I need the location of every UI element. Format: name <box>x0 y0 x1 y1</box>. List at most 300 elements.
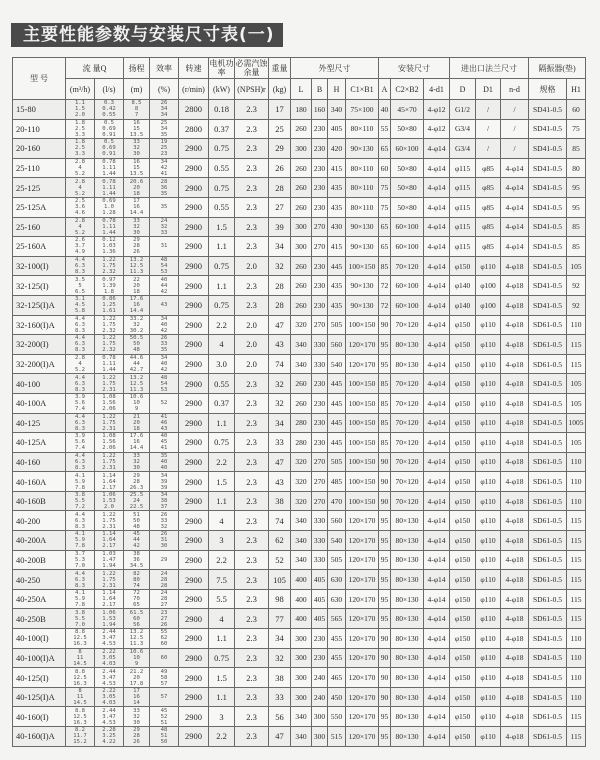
cell-flow-m3h: 8 11 14.5 <box>66 687 95 707</box>
cell-n-d: 4-φ18 <box>501 491 529 511</box>
cell-C1xB1: 120×170 <box>346 550 379 570</box>
cell-head: 10.6 10 9 <box>124 393 150 413</box>
cell-flow-m3h: 4.1 5.9 7.8 <box>66 589 95 609</box>
cell-L: 280 <box>291 433 312 453</box>
cell-efficiency: 26 33 35 <box>150 335 179 355</box>
cell-weight: 47 <box>269 315 291 335</box>
cell-head: 33 32 30 <box>124 217 150 237</box>
cell-head: 22 20 18 <box>124 276 150 296</box>
cell-C1xB1: 90×130 <box>346 139 379 159</box>
cell-H1: 110 <box>567 491 586 511</box>
cell-weight: 38 <box>269 491 291 511</box>
cell-D1: φ110 <box>476 413 501 433</box>
cell-speed: 2900 <box>179 256 209 276</box>
cell-n-d: 4-φ18 <box>501 433 529 453</box>
cell-efficiency: 52 <box>150 393 179 413</box>
cell-flow-ls: 0.78 1.11 1.44 <box>95 217 124 237</box>
cell-C1xB1: 120×170 <box>346 354 379 374</box>
cell-flow-m3h: 1.1 1.5 2.0 <box>66 100 95 120</box>
cell-4-d1: 4-φ14 <box>424 707 450 727</box>
cell-4-d1: 4-φ12 <box>424 100 450 120</box>
cell-C1xB1: 120×170 <box>346 335 379 355</box>
table-row <box>13 315 586 335</box>
cell-power: 0.37 <box>209 393 235 413</box>
cell-power: 2.2 <box>209 727 235 747</box>
cell-4-d1: 4-φ14 <box>424 687 450 707</box>
cell-A: 60 <box>379 158 391 178</box>
cell-head: 29 28 26 <box>124 237 150 257</box>
cell-flow-ls: 1.06 1.53 2.0 <box>95 491 124 511</box>
cell-speed: 2900 <box>179 707 209 727</box>
cell-flow-m3h: 3.8 5.5 7.2 <box>66 491 95 511</box>
cell-flow-m3h: 3.5 5 6.5 <box>66 276 95 296</box>
cell-power: 0.55 <box>209 374 235 394</box>
cell-D: φ150 <box>450 472 476 492</box>
cell-A: 85 <box>379 374 391 394</box>
table-row <box>13 550 586 570</box>
cell-D: φ150 <box>450 511 476 531</box>
cell-4-d1: 4-φ14 <box>424 531 450 551</box>
cell-isolator-spec: SD41-0.5 <box>529 139 567 159</box>
cell-speed: 2900 <box>179 727 209 747</box>
cell-C2xB2: 70×120 <box>391 472 424 492</box>
cell-C2xB2: 80×130 <box>391 511 424 531</box>
cell-D1: φ110 <box>476 491 501 511</box>
cell-4-d1: 4-φ14 <box>424 315 450 335</box>
cell-H: 445 <box>328 413 346 433</box>
cell-4-d1: 4-φ14 <box>424 570 450 590</box>
cell-npsh: 2.3 <box>235 452 269 472</box>
cell-A: 95 <box>379 609 391 629</box>
cell-weight: 32 <box>269 393 291 413</box>
cell-H: 435 <box>328 178 346 198</box>
cell-flow-ls: 1.03 1.47 1.94 <box>95 550 124 570</box>
cell-flow-ls: 2.44 3.47 4.53 <box>95 707 124 727</box>
cell-C2xB2: 80×130 <box>391 335 424 355</box>
cell-isolator-spec: SD41-0.5 <box>529 197 567 217</box>
cell-C1xB1: 75×100 <box>346 100 379 120</box>
cell-C2xB2: 50×80 <box>391 119 424 139</box>
cell-head: 16 15 13.5 <box>124 119 150 139</box>
cell-D1: φ110 <box>476 570 501 590</box>
cell-flow-m3h: 2.8 4 5.2 <box>66 158 95 178</box>
cell-flow-ls: 0.78 1.11 1.44 <box>95 178 124 198</box>
cell-H1: 105 <box>567 393 586 413</box>
cell-D1: φ100 <box>476 295 501 315</box>
table-row <box>13 589 586 609</box>
cell-C1xB1: 100×150 <box>346 256 379 276</box>
cell-speed: 2900 <box>179 276 209 296</box>
cell-isolator-spec: SD61-0.5 <box>529 609 567 629</box>
unit-C2xB2: C2×B2 <box>391 79 424 100</box>
cell-B: 160 <box>312 100 328 120</box>
cell-D: φ150 <box>450 354 476 374</box>
cell-B: 300 <box>312 707 328 727</box>
unit-power: (kW) <box>209 79 235 100</box>
table-row <box>13 276 586 296</box>
cell-weight: 29 <box>269 139 291 159</box>
cell-npsh: 2.3 <box>235 374 269 394</box>
cell-n-d: 4-φ18 <box>501 276 529 296</box>
cell-4-d1: 4-φ14 <box>424 491 450 511</box>
cell-B: 405 <box>312 570 328 590</box>
cell-B: 330 <box>312 511 328 531</box>
table-row <box>13 707 586 727</box>
cell-weight: 47 <box>269 727 291 747</box>
cell-power: 4 <box>209 335 235 355</box>
cell-D1: φ110 <box>476 315 501 335</box>
cell-weight: 32 <box>269 256 291 276</box>
cell-isolator-spec: SD61-0.5 <box>529 472 567 492</box>
cell-4-d1: 4-φ14 <box>424 178 450 198</box>
cell-flow-ls: 1.14 1.64 2.17 <box>95 531 124 551</box>
cell-power: 0.55 <box>209 197 235 217</box>
cell-power: 0.75 <box>209 178 235 198</box>
cell-L: 260 <box>291 276 312 296</box>
cell-C1xB1: 90×130 <box>346 237 379 257</box>
cell-power: 1.1 <box>209 413 235 433</box>
cell-H: 415 <box>328 237 346 257</box>
cell-npsh: 2.3 <box>235 570 269 590</box>
unit-flow-ls: (l/s) <box>95 79 124 100</box>
cell-H: 465 <box>328 668 346 688</box>
cell-flow-ls: 1.22 1.75 2.32 <box>95 256 124 276</box>
cell-C1xB1: 120×170 <box>346 511 379 531</box>
cell-A: 65 <box>379 139 391 159</box>
cell-head: 13.2 12.5 11.3 <box>124 256 150 276</box>
cell-efficiency: 35 40 40 <box>150 452 179 472</box>
cell-n-d: 4-φ18 <box>501 256 529 276</box>
cell-speed: 2900 <box>179 531 209 551</box>
cell-weight: 56 <box>269 707 291 727</box>
cell-head: 33 32 30 <box>124 139 150 159</box>
cell-flow-ls: 0.3 0.42 0.55 <box>95 100 124 120</box>
cell-weight: 28 <box>269 295 291 315</box>
cell-C2xB2: 80×130 <box>391 609 424 629</box>
cell-D: φ150 <box>450 589 476 609</box>
cell-npsh: 2.3 <box>235 629 269 649</box>
unit-efficiency: (%) <box>150 79 179 100</box>
cell-D: φ150 <box>450 256 476 276</box>
cell-D: φ150 <box>450 433 476 453</box>
cell-flow-m3h: 4.4 6.3 8.3 <box>66 452 95 472</box>
cell-B: 230 <box>312 158 328 178</box>
cell-C1xB1: 100×150 <box>346 433 379 453</box>
cell-model: 40-160(I)A <box>13 727 66 747</box>
cell-efficiency: 26 34 34 <box>150 100 179 120</box>
cell-flow-ls: 0.5 0.69 0.91 <box>95 119 124 139</box>
cell-power: 2.2 <box>209 315 235 335</box>
cell-D1: φ110 <box>476 433 501 453</box>
cell-flow-m3h: 8 11 14.5 <box>66 648 95 668</box>
cell-flow-ls: 0.86 1.25 1.61 <box>95 295 124 315</box>
cell-flow-ls: 0.97 1.39 1.8 <box>95 276 124 296</box>
unit-isolator-spec: 规格 <box>529 79 567 100</box>
cell-flow-m3h: 4.1 5.9 7.8 <box>66 531 95 551</box>
cell-4-d1: 4-φ12 <box>424 119 450 139</box>
cell-speed: 2900 <box>179 374 209 394</box>
cell-H1: 92 <box>567 295 586 315</box>
cell-C2xB2: 50×80 <box>391 158 424 178</box>
cell-D: φ150 <box>450 687 476 707</box>
cell-L: 340 <box>291 335 312 355</box>
header-model: 型 号 <box>13 58 66 100</box>
cell-weight: 32 <box>269 374 291 394</box>
cell-weight: 39 <box>269 217 291 237</box>
cell-B: 270 <box>312 217 328 237</box>
cell-npsh: 2.3 <box>235 237 269 257</box>
cell-L: 300 <box>291 687 312 707</box>
cell-head: 33 32 30 <box>124 452 150 472</box>
unit-head: (m) <box>124 79 150 100</box>
cell-model: 40-200 <box>13 511 66 531</box>
unit-D: D <box>450 79 476 100</box>
cell-isolator-spec: SD41-0.5 <box>529 256 567 276</box>
cell-head: 33 32 30 <box>124 707 150 727</box>
cell-B: 405 <box>312 589 328 609</box>
cell-L: 300 <box>291 139 312 159</box>
cell-efficiency: 34 39 39 <box>150 472 179 492</box>
cell-head: 33.2 32 30.2 <box>124 315 150 335</box>
cell-n-d: 4-φ18 <box>501 472 529 492</box>
cell-weight: 25 <box>269 119 291 139</box>
cell-H1: 105 <box>567 374 586 394</box>
cell-B: 270 <box>312 237 328 257</box>
cell-A: 90 <box>379 629 391 649</box>
cell-efficiency: 29 <box>150 550 179 570</box>
cell-C1xB1: 80×110 <box>346 158 379 178</box>
cell-A: 95 <box>379 550 391 570</box>
cell-C2xB2: 70×120 <box>391 256 424 276</box>
cell-efficiency: 25 34 35 <box>150 119 179 139</box>
cell-4-d1: 4-φ14 <box>424 139 450 159</box>
cell-B: 230 <box>312 629 328 649</box>
cell-H1: 115 <box>567 589 586 609</box>
cell-power: 1.1 <box>209 491 235 511</box>
cell-B: 240 <box>312 687 328 707</box>
cell-D: φ140 <box>450 276 476 296</box>
cell-H: 435 <box>328 197 346 217</box>
cell-weight: 32 <box>269 648 291 668</box>
cell-H: 540 <box>328 531 346 551</box>
cell-D1: φ85 <box>476 237 501 257</box>
cell-head: 17 16 14 <box>124 687 150 707</box>
cell-C1xB1: 100×150 <box>346 452 379 472</box>
cell-A: 90 <box>379 452 391 472</box>
cell-H1: 115 <box>567 335 586 355</box>
cell-H: 420 <box>328 139 346 159</box>
cell-flow-ls: 1.22 1.75 2.31 <box>95 413 124 433</box>
cell-D: φ150 <box>450 707 476 727</box>
cell-D1: φ110 <box>476 335 501 355</box>
header-outline: 外型尺寸 <box>291 58 379 79</box>
cell-model: 40-125(I)A <box>13 687 66 707</box>
cell-L: 340 <box>291 354 312 374</box>
cell-4-d1: 4-φ14 <box>424 256 450 276</box>
cell-B: 230 <box>312 276 328 296</box>
cell-D: φ150 <box>450 531 476 551</box>
cell-4-d1: 4-φ14 <box>424 589 450 609</box>
cell-isolator-spec: SD41-0.5 <box>529 413 567 433</box>
cell-4-d1: 4-φ14 <box>424 237 450 257</box>
cell-n-d: 4-φ14 <box>501 237 529 257</box>
cell-H: 430 <box>328 217 346 237</box>
cell-D1: φ110 <box>476 354 501 374</box>
cell-isolator-spec: SD41-0.5 <box>529 100 567 120</box>
cell-speed: 2900 <box>179 491 209 511</box>
table-row <box>13 295 586 315</box>
cell-npsh: 2.3 <box>235 139 269 159</box>
cell-D: φ140 <box>450 295 476 315</box>
cell-flow-m3h: 4.4 6.3 8.3 <box>66 315 95 335</box>
cell-C2xB2: 80×130 <box>391 354 424 374</box>
cell-npsh: 2.3 <box>235 276 269 296</box>
cell-power: 4 <box>209 511 235 531</box>
cell-A: 65 <box>379 237 391 257</box>
cell-L: 180 <box>291 100 312 120</box>
cell-H: 435 <box>328 295 346 315</box>
cell-power: 2.2 <box>209 550 235 570</box>
cell-A: 85 <box>379 256 391 276</box>
cell-C1xB1: 100×150 <box>346 413 379 433</box>
cell-power: 0.75 <box>209 648 235 668</box>
cell-speed: 2900 <box>179 433 209 453</box>
cell-head: 21.2 20 17.8 <box>124 668 150 688</box>
cell-H1: 115 <box>567 727 586 747</box>
cell-model: 40-125 <box>13 413 66 433</box>
cell-flow-m3h: 8.8 12.5 16.3 <box>66 707 95 727</box>
cell-efficiency: 41 46 43 <box>150 413 179 433</box>
cell-model: 40-125(I) <box>13 668 66 688</box>
cell-A: 90 <box>379 491 391 511</box>
cell-D1: φ110 <box>476 668 501 688</box>
cell-efficiency: 28 36 35 <box>150 178 179 198</box>
cell-speed: 2900 <box>179 197 209 217</box>
cell-flow-m3h: 3.8 5.5 7.0 <box>66 609 95 629</box>
cell-isolator-spec: SD61-0.5 <box>529 550 567 570</box>
table-row <box>13 393 586 413</box>
cell-npsh: 2.3 <box>235 531 269 551</box>
cell-model: 40-200B <box>13 550 66 570</box>
cell-H: 565 <box>328 609 346 629</box>
cell-n-d: 4-φ18 <box>501 393 529 413</box>
cell-L: 260 <box>291 197 312 217</box>
cell-D1: φ110 <box>476 648 501 668</box>
table-body <box>13 100 586 747</box>
cell-4-d1: 4-φ14 <box>424 413 450 433</box>
cell-npsh: 2.0 <box>235 335 269 355</box>
unit-4-d1: 4-d1 <box>424 79 450 100</box>
table-row <box>13 511 586 531</box>
unit-H: H <box>328 79 346 100</box>
cell-H1: 85 <box>567 139 586 159</box>
cell-flow-m3h: 4.4 6.3 8.3 <box>66 570 95 590</box>
cell-L: 300 <box>291 237 312 257</box>
cell-C1xB1: 120×170 <box>346 531 379 551</box>
cell-flow-ls: 1.22 1.75 2.31 <box>95 452 124 472</box>
cell-power: 5.5 <box>209 589 235 609</box>
cell-D: G1/2 <box>450 100 476 120</box>
cell-H: 405 <box>328 119 346 139</box>
cell-C1xB1: 120×170 <box>346 629 379 649</box>
cell-4-d1: 4-φ14 <box>424 452 450 472</box>
cell-H: 505 <box>328 550 346 570</box>
cell-head: 13.2 12.5 11.3 <box>124 629 150 649</box>
cell-A: 95 <box>379 511 391 531</box>
cell-weight: 34 <box>269 413 291 433</box>
table-row <box>13 139 586 159</box>
cell-weight: 34 <box>269 629 291 649</box>
cell-model: 40-160 <box>13 452 66 472</box>
cell-C2xB2: 70×120 <box>391 393 424 413</box>
cell-flow-m3h: 2.8 4 5.2 <box>66 217 95 237</box>
cell-head: 50.5 50 48 <box>124 335 150 355</box>
cell-n-d: 4-φ18 <box>501 589 529 609</box>
table-row <box>13 727 586 747</box>
cell-4-d1: 4-φ14 <box>424 629 450 649</box>
cell-flow-ls: 0.12 1.03 1.36 <box>95 237 124 257</box>
unit-A: A <box>379 79 391 100</box>
cell-isolator-spec: SD61-0.5 <box>529 511 567 531</box>
cell-weight: 33 <box>269 687 291 707</box>
cell-H1: 95 <box>567 197 586 217</box>
cell-L: 320 <box>291 472 312 492</box>
cell-efficiency: 60 <box>150 648 179 668</box>
cell-flow-ls: 0.69 1.0 1.28 <box>95 197 124 217</box>
table-row <box>13 374 586 394</box>
cell-B: 230 <box>312 197 328 217</box>
cell-H: 470 <box>328 491 346 511</box>
cell-H: 560 <box>328 511 346 531</box>
header-flange: 进出口法兰尺寸 <box>450 58 529 79</box>
cell-H1: 105 <box>567 433 586 453</box>
cell-npsh: 2.3 <box>235 158 269 178</box>
cell-H: 435 <box>328 276 346 296</box>
cell-A: 40 <box>379 100 391 120</box>
cell-flow-m3h: 3.9 5.6 7.4 <box>66 433 95 453</box>
cell-4-d1: 4-φ14 <box>424 550 450 570</box>
cell-B: 330 <box>312 354 328 374</box>
cell-C1xB1: 120×170 <box>346 707 379 727</box>
table-row <box>13 158 586 178</box>
table-row <box>13 668 586 688</box>
cell-D1: φ110 <box>476 256 501 276</box>
cell-H1: 115 <box>567 511 586 531</box>
cell-C2xB2: 80×130 <box>391 668 424 688</box>
cell-H: 540 <box>328 354 346 374</box>
cell-model: 40-250A <box>13 589 66 609</box>
cell-C2xB2: 70×120 <box>391 433 424 453</box>
cell-H1: 1005 <box>567 413 586 433</box>
cell-weight: 105 <box>269 570 291 590</box>
cell-D: φ150 <box>450 491 476 511</box>
cell-model: 25-160A <box>13 237 66 257</box>
cell-speed: 2900 <box>179 511 209 531</box>
cell-B: 405 <box>312 609 328 629</box>
cell-D: G3/4 <box>450 119 476 139</box>
cell-C2xB2: 80×130 <box>391 727 424 747</box>
cell-C2xB2: 50×80 <box>391 197 424 217</box>
cell-model: 32-200(I)A <box>13 354 66 374</box>
cell-power: 0.37 <box>209 119 235 139</box>
cell-n-d: 4-φ18 <box>501 727 529 747</box>
cell-B: 270 <box>312 452 328 472</box>
cell-head: 20.6 20 18 <box>124 178 150 198</box>
cell-D: φ150 <box>450 570 476 590</box>
cell-npsh: 2.3 <box>235 707 269 727</box>
cell-n-d: / <box>501 119 529 139</box>
cell-weight: 28 <box>269 276 291 296</box>
